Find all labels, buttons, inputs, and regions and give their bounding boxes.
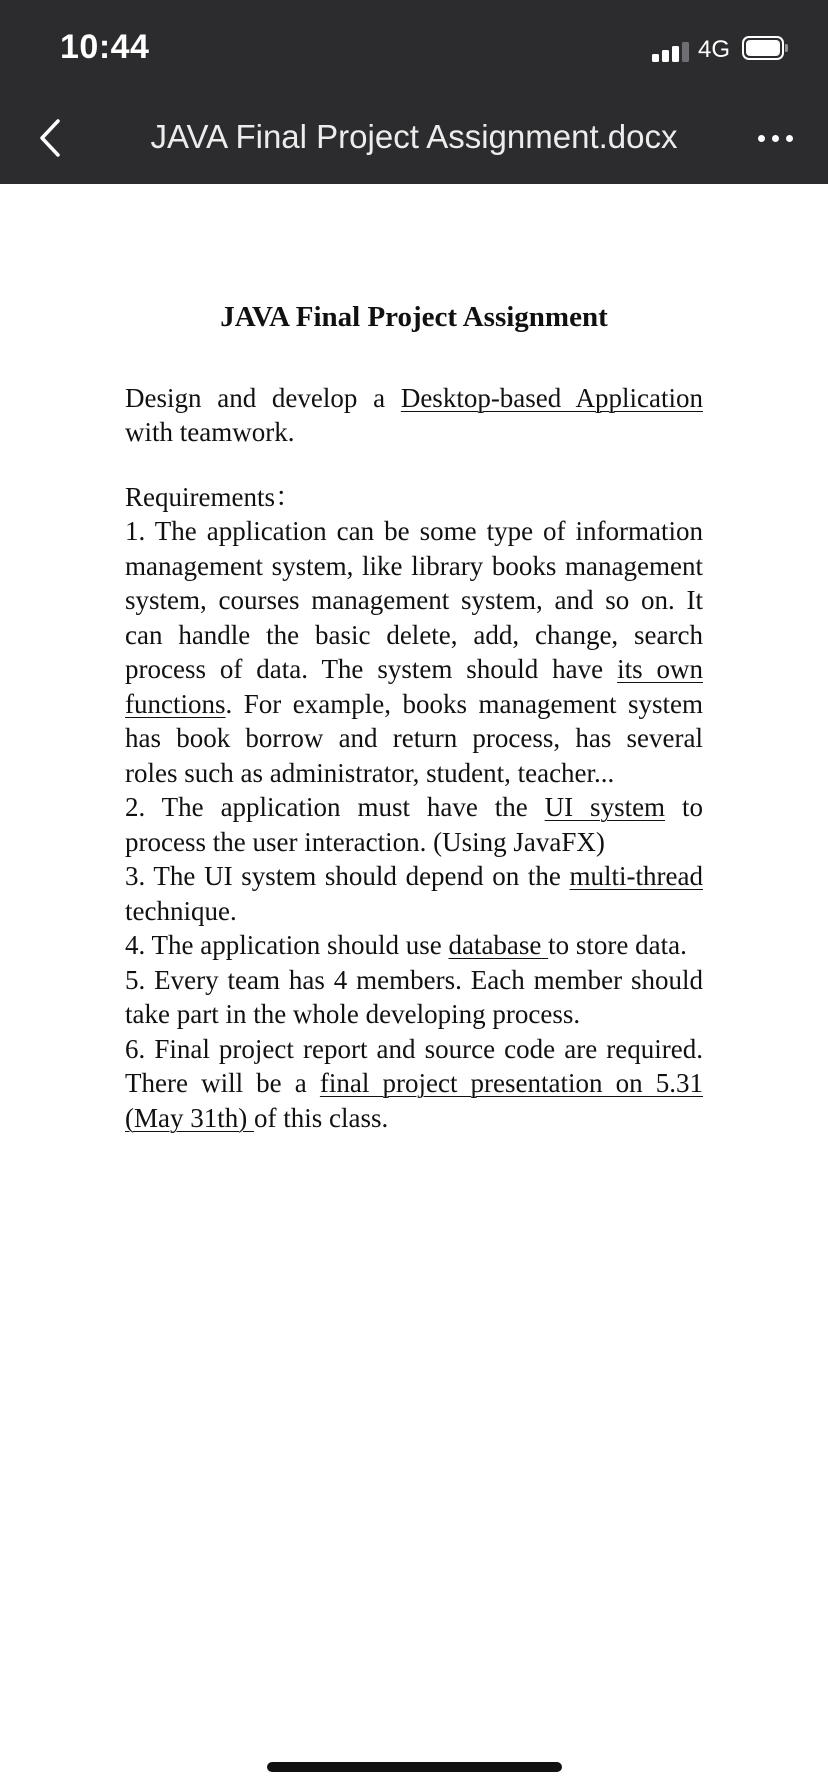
- signal-bar-2: [662, 50, 669, 62]
- requirement-4: [125, 928, 703, 963]
- signal-bar-1: [652, 54, 659, 62]
- network-label: 4G: [698, 36, 731, 63]
- req6-text: 6. Final project report and source code are required. There will be a: [125, 1033, 703, 1098]
- nav-bar: [0, 92, 828, 184]
- req2-text: 2. The application must have the: [125, 792, 545, 822]
- req1-text-end: . For example, books management system has book borrow and return process, has several roles such as administrator, student, teacher...: [125, 688, 703, 788]
- req6-text-end: of this class.: [253, 1102, 389, 1133]
- more-button[interactable]: [740, 110, 810, 166]
- more-horizontal-icon: [758, 135, 765, 142]
- intro-paragraph: [125, 381, 703, 450]
- battery-icon: [742, 36, 784, 60]
- requirement-5: [125, 963, 703, 1032]
- back-button[interactable]: [22, 110, 78, 166]
- document-body: [125, 300, 703, 1135]
- req1-text: 1. The application can be some type of information management system, like library books management system, courses management system, and so on. It can handle the basic delete, add, change, search process of data. The system should have: [125, 516, 703, 684]
- signal-bar-4: [682, 42, 689, 62]
- document-name: JAVA Final Project Assignment.docx: [150, 118, 678, 155]
- status-time: 10:44: [60, 28, 150, 66]
- intro-text: Design and develop a: [125, 382, 401, 413]
- more-dot: [772, 135, 779, 142]
- req3-text: 3. The UI system should depend on the: [125, 861, 570, 891]
- signal-icon: [652, 40, 690, 62]
- req1-underlined-1: its own: [617, 654, 704, 684]
- chevron-left-icon: [38, 118, 62, 158]
- document-title: JAVA Final Project Assignment: [220, 301, 608, 333]
- signal-bar-3: [672, 46, 679, 62]
- more-dot: [786, 135, 793, 142]
- requirement-6: [125, 1032, 703, 1136]
- status-bar: [0, 0, 828, 92]
- req2-text-end: to process the user interaction. (Using JavaFX): [125, 792, 703, 857]
- req3-text-end: technique.: [125, 895, 237, 926]
- requirement-1: [125, 514, 703, 790]
- intro-underlined: Desktop-based Application: [400, 382, 703, 413]
- req5-text: 5. Every team has 4 members. Each member should take part in the whole developing process.: [125, 964, 703, 1029]
- req4-text: 4. The application should use: [125, 930, 449, 960]
- req6-underlined: final project presentation on 5.31 (May 31th): [125, 1068, 703, 1133]
- home-indicator[interactable]: [267, 1762, 562, 1772]
- req1-underlined-2: functions: [125, 688, 226, 719]
- req3-underlined: multi-thread: [569, 861, 703, 891]
- intro-text-end: with teamwork.: [125, 417, 295, 447]
- requirement-3: [125, 859, 703, 928]
- requirements-heading: Requirements：: [125, 481, 302, 512]
- req4-underlined: database: [448, 930, 549, 960]
- requirement-2: [125, 790, 703, 859]
- req4-text-end: to store data.: [548, 930, 687, 960]
- req2-underlined: UI system: [544, 792, 666, 822]
